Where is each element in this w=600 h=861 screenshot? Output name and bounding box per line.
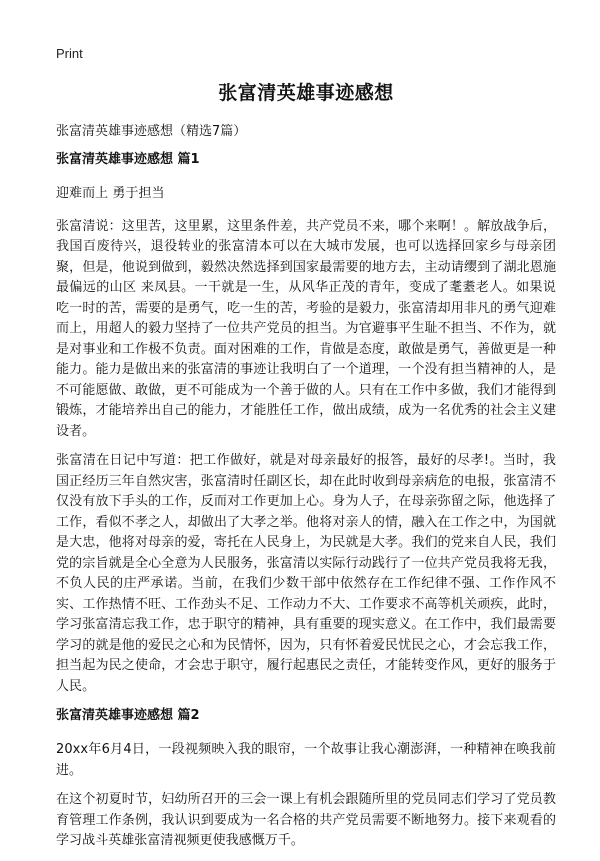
document-body — [56, 150, 556, 861]
document-subtitle: 张富清英雄事迹感想（精选7篇） — [56, 124, 247, 139]
section-heading-1: 张富清英雄事迹感想 篇1 — [56, 152, 200, 167]
page-title: 张富清英雄事迹感想 — [218, 82, 394, 104]
print-link[interactable]: Print — [56, 46, 83, 61]
section-2-paragraph-2: 在这个初夏时节，妇幼所召开的三会一课上有机会跟随所里的党员同志们学习了党员教育管理工作条例，我认识到要成为一名合格的共产党员需要不断地努力。接下来观看的学习战斗英雄张富清视频更使我感慨万千。 — [56, 792, 556, 848]
section-1-paragraph-1: 迎难而上 勇于担当 — [56, 186, 165, 201]
section-1-paragraph-2: 张富清说：这里苦，这里累，这里条件差，共产党员不来，哪个来啊！。解放战争后，我国百废待兴，退役转业的张富清本可以在大城市发展，也可以选择回家乡与母亲团聚，但是，他说到做到，毅然决然选择到国家最需要的地方去，主动请缨到了湖北恩施最偏远的山区 来凤县。一干就是一生，从风华正茂的青年，变成了耄耋老人。如果说吃一时的苦，需要的是勇气，吃一生的苦，考验的是毅力，张富清却用非凡的勇气迎难而上，用超人的毅力坚持了一位共产党员的担当。为官避事平生耻不担当、不作为，就是对事业和工作极不负责。面对困难的工作，肯做是态度，敢做是勇气，善做更是一种能力。能力是做出来的张富清的事迹让我明白了一个道理，一个没有担当精神的人，是不可能愿做、敢做，更不可能成为一个善于做的人。只有在工作中多做，我们才能得到锻炼，才能培养出自己的能力，才能胜任工作，做出成绩，成为一名优秀的社会主义建设者。 — [56, 218, 556, 439]
document-page — [56, 0, 556, 848]
section-heading-2: 张富清英雄事迹感想 篇2 — [56, 708, 200, 723]
section-1-paragraph-3: 张富清在日记中写道：把工作做好，就是对母亲最好的报答，最好的尽孝!。当时，我国正经历三年自然灾害，张富清时任副区长，却在此时收到母亲病危的电报，张富清不仅没有放下手头的工作，反而对工作更加上心。身为人子，在母亲弥留之际，他选择了工作，看似不孝之人，却做出了大孝之举。他将对亲人的情，融入在工作之中，为国就是大忠，他将对母亲的爱，寄托在人民身上，为民就是大孝。我们的党来自人民，我们党的宗旨就是全心全意为人民服务，张富清以实际行动践行了一位共产党员我将无我，不负人民的庄严承诺。当前，在我们少数干部中依然存在工作纪律不强、工作作风不实、工作热情不旺、工作劲头不足、工作动力不大、工作要求不高等机关顽疾，此时，学习张富清忘我工作，忠于职守的精神，具有重要的现实意义。在工作中，我们最需要学习的就是他的爱民之心和为民情怀，因为，只有怀着爱民忧民之心，才会忘我工作，担当起为民之使命，才会忠于职守，履行起惠民之责任，才能转变作风，更好的服务于人民。 — [56, 453, 556, 694]
section-2-paragraph-1: 20xx年6月4日，一段视频映入我的眼帘，一个故事让我心潮澎湃，一种精神在唤我前进。 — [56, 742, 556, 778]
